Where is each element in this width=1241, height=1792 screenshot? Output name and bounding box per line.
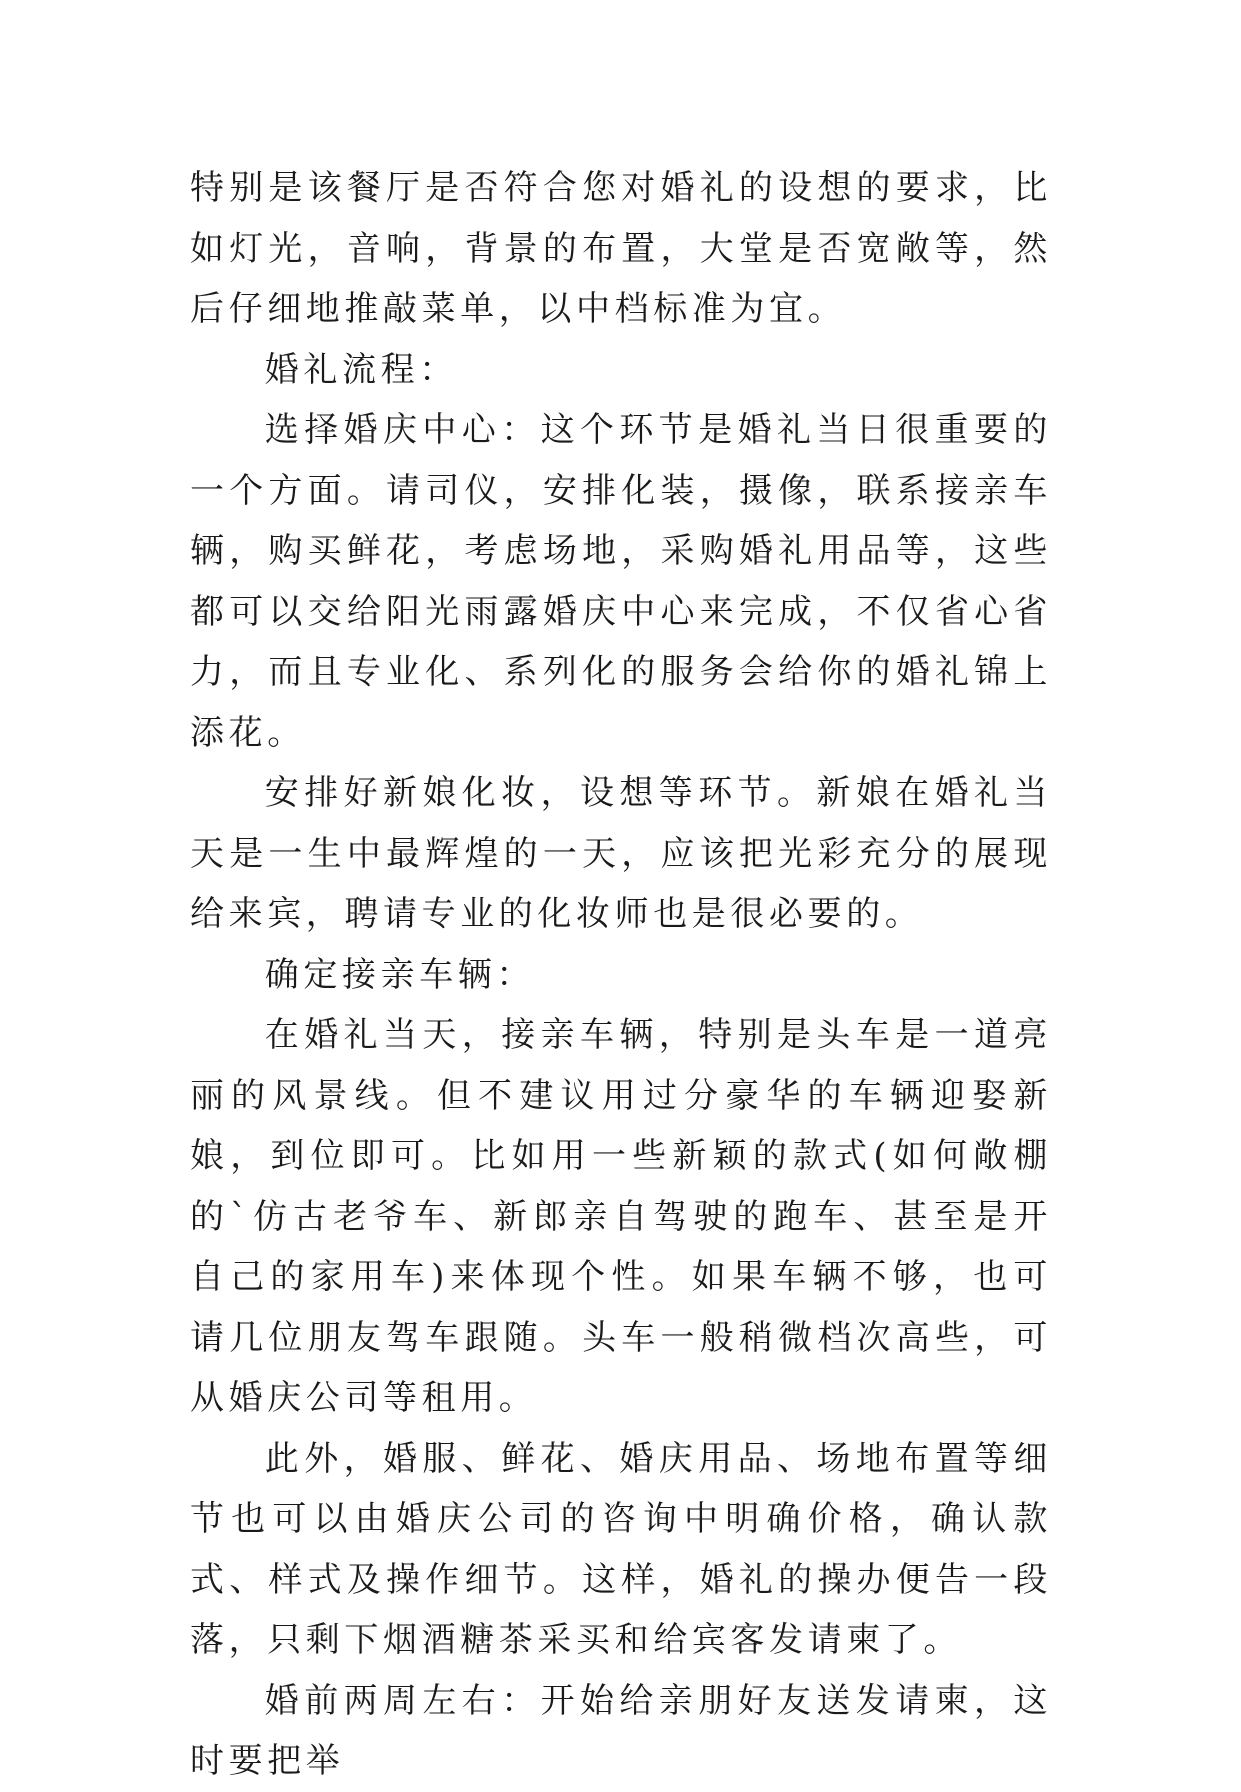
paragraph-choose-wedding-center: 选择婚庆中心：这个环节是婚礼当日很重要的一个方面。请司仪，安排化装，摄像，联系接亲车辆，购买鲜花，考虑场地，采购婚礼用品等，这些都可以交给阳光雨露婚庆中心来完成，不仅省心省力，而且专业化、系列化的服务会给你的婚礼锦上添花。 <box>190 410 1052 753</box>
heading-wedding-cars: 确定接亲车辆： <box>264 954 535 995</box>
paragraph-bride-makeup: 安排好新娘化妆，设想等环节。新娘在婚礼当天是一生中最辉煌的一天，应该把光彩充分的展现给来宾，聘请专业的化妆师也是很必要的。 <box>190 773 1052 934</box>
paragraph-other-details: 此外，婚服、鲜花、婚庆用品、场地布置等细节也可以由婚庆公司的咨询中明确价格，确认款式、样式及操作细节。这样，婚礼的操办便告一段落，只剩下烟酒糖茶采买和给宾客发请柬了。 <box>190 1438 1052 1660</box>
paragraph-two-weeks-before: 婚前两周左右：开始给亲朋好友送发请柬，这时要把举 <box>190 1680 1052 1781</box>
heading-wedding-process: 婚礼流程： <box>264 349 458 390</box>
document-body <box>190 158 1052 1792</box>
paragraph-venue-requirements: 特别是该餐厅是否符合您对婚礼的设想的要求，比如灯光，音响，背景的布置，大堂是否宽敞等，然后仔细地推敲菜单，以中档标准为宜。 <box>190 168 1052 329</box>
paragraph-wedding-cars: 在婚礼当天，接亲车辆，特别是头车是一道亮丽的风景线。但不建议用过分豪华的车辆迎娶新娘，到位即可。比如用一些新颖的款式(如何敞棚的`仿古老爷车、新郎亲自驾驶的跑车、甚至是开自己的家用车)来体现个性。如果车辆不够，也可请几位朋友驾车跟随。头车一般稍微档次高些，可从婚庆公司等租用。 <box>190 1015 1052 1418</box>
